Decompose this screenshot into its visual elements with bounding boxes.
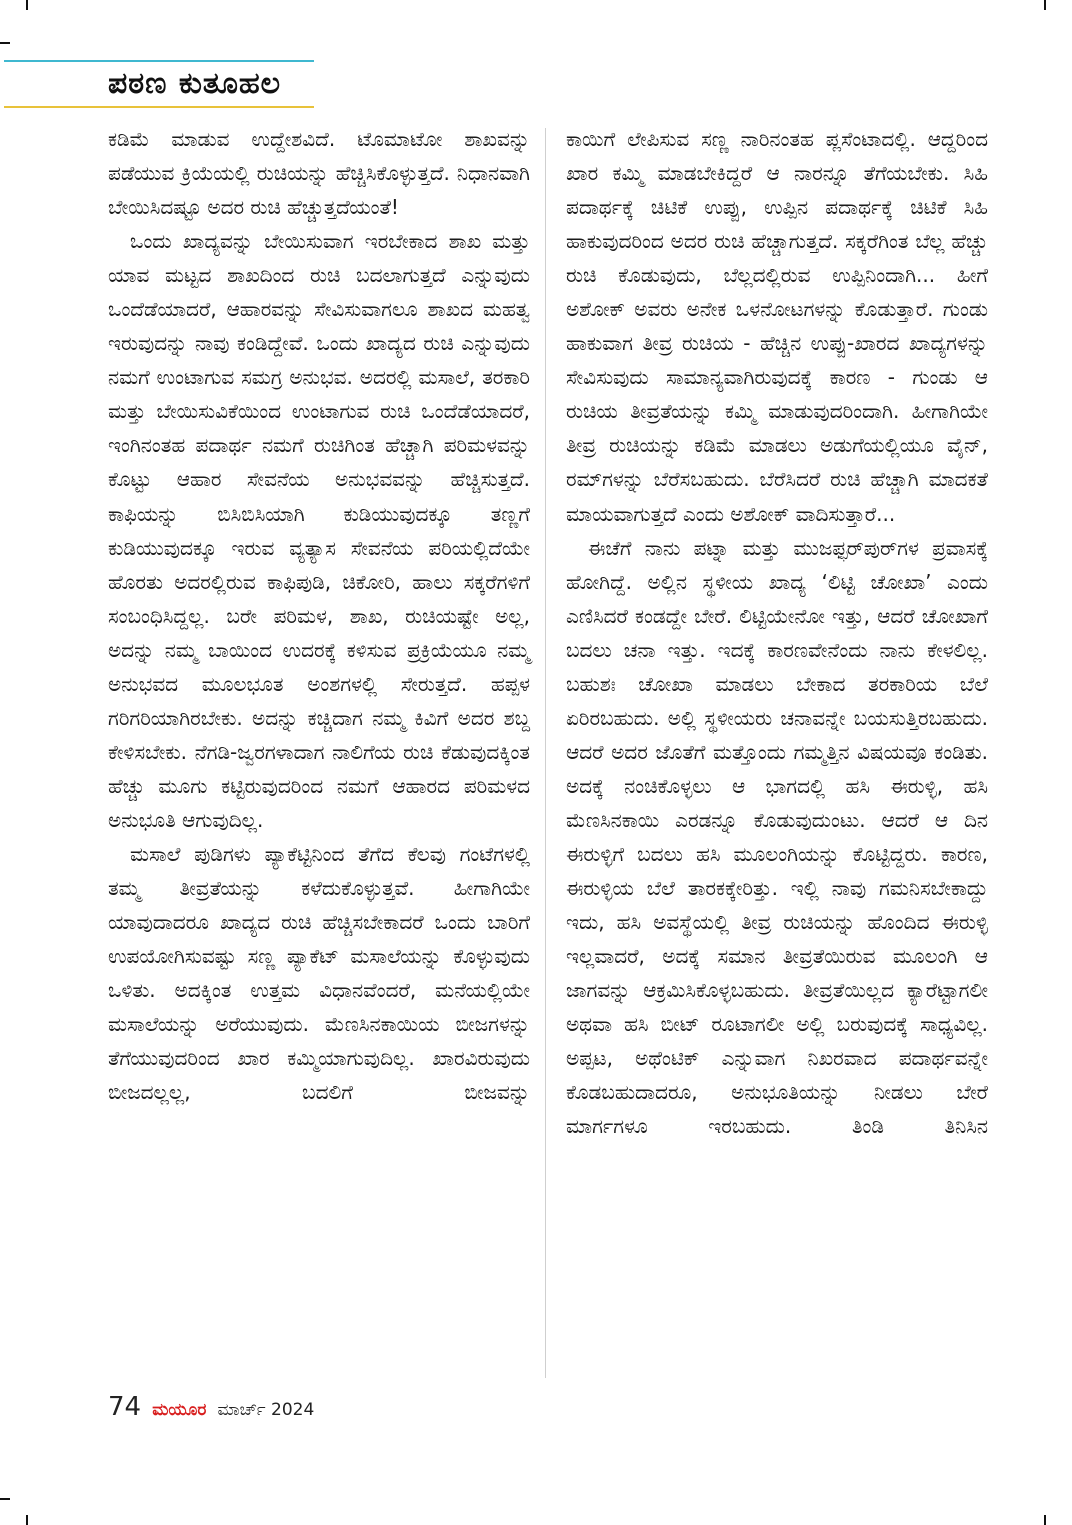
article-paragraph: ಈಚೆಗೆ ನಾನು ಪಟ್ನಾ ಮತ್ತು ಮುಜಫ್ಫರ್‌ಪುರ್‌ಗಳ ಪ್ರವಾಸಕ್ಕೆ ಹೋಗಿದ್ದೆ. ಅಲ್ಲಿನ ಸ್ಥಳೀಯ ಖಾದ್ಯ ‘ಲಿಟ್ಟಿ ಚೋಖಾ’ ಎಂದು ಎಣಿಸಿದರೆ ಕಂಡದ್ದೇ ಬೇರೆ. ಲಿಟ್ಟಿಯೇನೋ ಇತ್ತು, ಆದರೆ ಚೋಖಾಗೆ ಬದಲು ಚನಾ ಇತ್ತು. ಇದಕ್ಕೆ ಕಾರಣವೇನೆಂದು ನಾನು ಕೇಳಲಿಲ್ಲ. ಬಹುಶಃ ಚೋಖಾ ಮಾಡಲು ಬೇಕಾದ ತರಕಾರಿಯ ಬೆಲೆ ಏರಿರಬಹುದು. ಅಲ್ಲಿ ಸ್ಥಳೀಯರು ಚನಾವನ್ನೇ ಬಯಸುತ್ತಿರಬಹುದು. ಆದರೆ ಅದರ ಜೊತೆಗೆ ಮತ್ತೊಂದು ಗಮ್ಮತ್ತಿನ ವಿಷಯವೂ ಕಂಡಿತು. ಅದಕ್ಕೆ ನಂಚಿಕೊಳ್ಳಲು ಆ ಭಾಗದಲ್ಲಿ ಹಸಿ ಈರುಳ್ಳಿ, ಹಸಿ ಮೆಣಸಿನಕಾಯಿ ಎರಡನ್ನೂ ಕೊಡುವುದುಂಟು. ಆದರೆ ಆ ದಿನ ಈರುಳ್ಳಿಗೆ ಬದಲು ಹಸಿ ಮೂಲಂಗಿಯನ್ನು ಕೊಟ್ಟಿದ್ದರು. ಕಾರಣ, ಈರುಳ್ಳಿಯ ಬೆಲೆ ತಾರಕಕ್ಕೇರಿತ್ತು. ಇಲ್ಲಿ ನಾವು ಗಮನಿಸಬೇಕಾದ್ದು ಇದು, ಹಸಿ ಅವಸ್ಥೆಯಲ್ಲಿ ತೀವ್ರ ರುಚಿಯನ್ನು ಹೊಂದಿದ ಈರುಳ್ಳಿ ಇಲ್ಲವಾದರೆ, ಅದಕ್ಕೆ ಸಮಾನ ತೀವ್ರತೆಯಿರುವ ಮೂಲಂಗಿ ಆ ಜಾಗವನ್ನು ಆಕ್ರಮಿಸಿಕೊಳ್ಳಬಹುದು. ತೀವ್ರತೆಯಿಲ್ಲದ ಕ್ಯಾರೆಟ್ಟಾಗಲೀ ಅಥವಾ ಹಸಿ ಬೀಟ್ ರೂಟಾಗಲೀ ಅಲ್ಲಿ ಬರುವುದಕ್ಕೆ ಸಾಧ್ಯವಿಲ್ಲ. ಅಪ್ಪಟ, ಅಥೆಂಟಿಕ್ ಎನ್ನುವಾಗ ನಿಖರವಾದ ಪದಾರ್ಥವನ್ನೇ ಕೊಡಬಹುದಾದರೂ, ಅನುಭೂತಿಯನ್ನು ನೀಡಲು ಬೇರೆ ಮಾರ್ಗಗಳೂ ಇರಬಹುದು. ತಿಂಡಿ ತಿನಿಸಿನ — [566, 535, 988, 1139]
crop-mark-bottom-right — [1044, 1515, 1046, 1525]
crop-mark-left-upper — [0, 42, 10, 44]
page-footer — [108, 1392, 314, 1428]
page-number: 74 — [108, 1392, 142, 1422]
section-title: ಪಠಣ ಕುತೂಹಲ — [108, 66, 282, 101]
article-column-left — [108, 122, 530, 1109]
article-paragraph: ಮಸಾಲೆ ಪುಡಿಗಳು ಪ್ಯಾಕೆಟ್ಟಿನಿಂದ ತೆಗೆದ ಕೆಲವು ಗಂಟೆಗಳಲ್ಲಿ ತಮ್ಮ ತೀವ್ರತೆಯನ್ನು ಕಳೆದುಕೊಳ್ಳುತ್ತವೆ. ಹೀಗಾಗಿಯೇ ಯಾವುದಾದರೂ ಖಾದ್ಯದ ರುಚಿ ಹೆಚ್ಚಿಸಬೇಕಾದರೆ ಒಂದು ಬಾರಿಗೆ ಉಪಯೋಗಿಸುವಷ್ಟು ಸಣ್ಣ ಪ್ಯಾಕೆಟ್ ಮಸಾಲೆಯನ್ನು ಕೊಳ್ಳುವುದು ಒಳಿತು. ಅದಕ್ಕಿಂತ ಉತ್ತಮ ವಿಧಾನವೆಂದರೆ, ಮನೆಯಲ್ಲಿಯೇ ಮಸಾಲೆಯನ್ನು ಅರೆಯುವುದು. ಮೆಣಸಿನಕಾಯಿಯ ಬೀಜಗಳನ್ನು ತೆಗೆಯುವುದರಿಂದ ಖಾರ ಕಮ್ಮಿಯಾಗುವುದಿಲ್ಲ. ಖಾರವಿರುವುದು ಬೀಜದಲ್ಲಲ್ಲ, ಬದಲಿಗೆ ಬೀಜವನ್ನು — [108, 841, 530, 1105]
article-paragraph: ಒಂದು ಖಾದ್ಯವನ್ನು ಬೇಯಿಸುವಾಗ ಇರಬೇಕಾದ ಶಾಖ ಮತ್ತು ಯಾವ ಮಟ್ಟದ ಶಾಖದಿಂದ ರುಚಿ ಬದಲಾಗುತ್ತದೆ ಎನ್ನುವುದು ಒಂದೆಡೆಯಾದರೆ, ಆಹಾರವನ್ನು ಸೇವಿಸುವಾಗಲೂ ಶಾಖದ ಮಹತ್ವ ಇರುವುದನ್ನು ನಾವು ಕಂಡಿದ್ದೇವೆ. ಒಂದು ಖಾದ್ಯದ ರುಚಿ ಎನ್ನುವುದು ನಮಗೆ ಉಂಟಾಗುವ ಸಮಗ್ರ ಅನುಭವ. ಅದರಲ್ಲಿ ಮಸಾಲೆ, ತರಕಾರಿ ಮತ್ತು ಬೇಯಿಸುವಿಕೆಯಿಂದ ಉಂಟಾಗುವ ರುಚಿ ಒಂದೆಡೆಯಾದರೆ, ಇಂಗಿನಂತಹ ಪದಾರ್ಥ ನಮಗೆ ರುಚಿಗಿಂತ ಹೆಚ್ಚಾಗಿ ಪರಿಮಳವನ್ನು ಕೊಟ್ಟು ಆಹಾರ ಸೇವನೆಯ ಅನುಭವವನ್ನು ಹೆಚ್ಚಿಸುತ್ತದೆ. ಕಾಫಿಯನ್ನು ಬಿಸಿಬಿಸಿಯಾಗಿ ಕುಡಿಯುವುದಕ್ಕೂ ತಣ್ಣಗೆ ಕುಡಿಯುವುದಕ್ಕೂ ಇರುವ ವ್ಯತ್ಯಾಸ ಸೇವನೆಯ ಪರಿಯಲ್ಲಿದೆಯೇ ಹೊರತು ಅದರಲ್ಲಿರುವ ಕಾಫಿಪುಡಿ, ಚಿಕೋರಿ, ಹಾಲು ಸಕ್ಕರೆಗಳಿಗೆ ಸಂಬಂಧಿಸಿದ್ದಲ್ಲ. ಬರೇ ಪರಿಮಳ, ಶಾಖ, ರುಚಿಯಷ್ಟೇ ಅಲ್ಲ, ಅದನ್ನು ನಮ್ಮ ಬಾಯಿಂದ ಉದರಕ್ಕೆ ಕಳಿಸುವ ಪ್ರಕ್ರಿಯೆಯೂ ನಮ್ಮ ಅನುಭವದ ಮೂಲಭೂತ ಅಂಶಗಳಲ್ಲಿ ಸೇರುತ್ತದೆ. ಹಪ್ಪಳ ಗರಿಗರಿಯಾಗಿರಬೇಕು. ಅದನ್ನು ಕಚ್ಚಿದಾಗ ನಮ್ಮ ಕಿವಿಗೆ ಅದರ ಶಬ್ದ ಕೇಳಿಸಬೇಕು. ನೆಗಡಿ-ಜ್ವರಗಳಾದಾಗ ನಾಲಿಗೆಯ ರುಚಿ ಕೆಡುವುದಕ್ಕಿಂತ ಹೆಚ್ಚು ಮೂಗು ಕಟ್ಟಿರುವುದರಿಂದ ನಮಗೆ ಆಹಾರದ ಪರಿಮಳದ ಅನುಭೂತಿ ಆಗುವುದಿಲ್ಲ. — [108, 229, 530, 832]
crop-mark-left-lower — [0, 1498, 10, 1500]
article-paragraph: ಕಡಿಮೆ ಮಾಡುವ ಉದ್ದೇಶವಿದೆ. ಟೊಮಾಟೋ ಶಾಖವನ್ನು ಪಡೆಯುವ ಕ್ರಿಯೆಯಲ್ಲಿ ರುಚಿಯನ್ನು ಹೆಚ್ಚಿಸಿಕೊಳ್ಳುತ್ತದೆ. ನಿಧಾನವಾಗಿ ಬೇಯಿಸಿದಷ್ಟೂ ಅದರ ರುಚಿ ಹೆಚ್ಚುತ್ತದೆಯಂತೆ! — [108, 127, 530, 220]
article-paragraph: ಕಾಯಿಗೆ ಲೇಪಿಸುವ ಸಣ್ಣ ನಾರಿನಂತಹ ಪ್ಲಸೆಂಟಾದಲ್ಲಿ. ಆದ್ದರಿಂದ ಖಾರ ಕಮ್ಮಿ ಮಾಡಬೇಕಿದ್ದರೆ ಆ ನಾರನ್ನೂ ತೆಗೆಯಬೇಕು. ಸಿಹಿ ಪದಾರ್ಥಕ್ಕೆ ಚಿಟಿಕೆ ಉಪ್ಪು, ಉಪ್ಪಿನ ಪದಾರ್ಥಕ್ಕೆ ಚಿಟಿಕೆ ಸಿಹಿ ಹಾಕುವುದರಿಂದ ಅದರ ರುಚಿ ಹೆಚ್ಚಾಗುತ್ತದೆ. ಸಕ್ಕರೆಗಿಂತ ಬೆಲ್ಲ ಹೆಚ್ಚು ರುಚಿ ಕೊಡುವುದು, ಬೆಲ್ಲದಲ್ಲಿರುವ ಉಪ್ಪಿನಿಂದಾಗಿ... ಹೀಗೆ ಅಶೋಕ್ ಅವರು ಅನೇಕ ಒಳನೋಟಗಳನ್ನು ಕೊಡುತ್ತಾರೆ. ಗುಂಡು ಹಾಕುವಾಗ ತೀವ್ರ ರುಚಿಯ - ಹೆಚ್ಚಿನ ಉಪ್ಪು-ಖಾರದ ಖಾದ್ಯಗಳನ್ನು ಸೇವಿಸುವುದು ಸಾಮಾನ್ಯವಾಗಿರುವುದಕ್ಕೆ ಕಾರಣ - ಗುಂಡು ಆ ರುಚಿಯ ತೀವ್ರತೆಯನ್ನು ಕಮ್ಮಿ ಮಾಡುವುದರಿಂದಾಗಿ. ಹೀಗಾಗಿಯೇ ತೀವ್ರ ರುಚಿಯನ್ನು ಕಡಿಮೆ ಮಾಡಲು ಅಡುಗೆಯಲ್ಲಿಯೂ ವೈನ್, ರಮ್‌ಗಳನ್ನು ಬೆರೆಸಬಹುದು. ಬೆರೆಸಿದರೆ ರುಚಿ ಹೆಚ್ಚಾಗಿ ಮಾದಕತೆ ಮಾಯವಾಗುತ್ತದೆ ಎಂದು ಅಶೋಕ್ ವಾದಿಸುತ್ತಾರೆ... — [566, 127, 988, 526]
crop-mark-bottom-left — [26, 1515, 28, 1525]
magazine-logo: ಮಯೂರ — [152, 1400, 207, 1420]
crop-mark-top-right — [1044, 0, 1046, 10]
article-column-right — [566, 122, 988, 1143]
section-header-top-rule — [4, 60, 314, 62]
section-header-bottom-rule — [4, 106, 314, 108]
crop-mark-top-left — [26, 0, 28, 10]
issue-date: ಮಾರ್ಚ್ 2024 — [217, 1400, 315, 1420]
column-divider — [545, 128, 546, 1378]
